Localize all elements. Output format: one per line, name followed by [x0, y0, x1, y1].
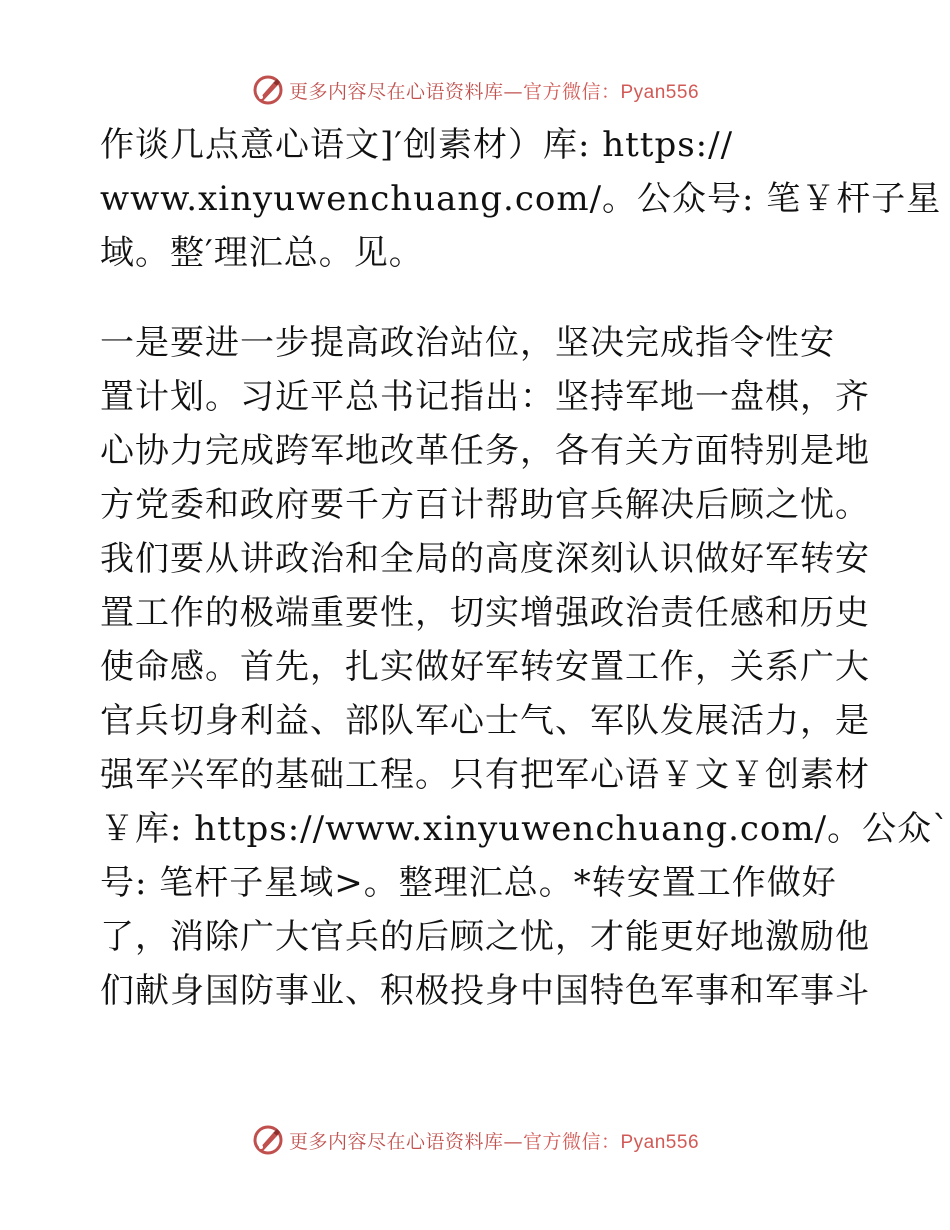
pen-logo-icon — [251, 73, 285, 107]
text-line: 域。整′理汇总。见。 — [100, 233, 424, 273]
text-line: 了，消除广大官兵的后顾之忧，才能更好地激励他 — [100, 917, 870, 957]
text-line: 方党委和政府要千方百计帮助官兵解决后顾之忧。 — [100, 485, 870, 525]
banner-title: 更多内容尽在心语资料库 — [288, 1130, 504, 1153]
text-line: 官兵切身利益、部队军心士气、军队发展活力，是 — [100, 701, 870, 741]
text-line: 们献身国防事业、积极投身中国特色军事和军事斗 — [100, 971, 870, 1011]
banner-separator: — — [503, 80, 523, 103]
paragraph-2 — [100, 316, 950, 1018]
text-line: 置工作的极端重要性，切实增强政治责任感和历史 — [100, 593, 870, 633]
paragraph-1 — [100, 118, 942, 280]
banner-wechat: 官方微信：Pyan556 — [523, 1131, 700, 1153]
text-line: 强军兴军的基础工程。只有把军心语￥文￥创素材 — [100, 755, 870, 795]
banner-separator: — — [503, 1130, 523, 1153]
banner-text — [289, 77, 699, 104]
pen-logo-icon — [251, 1123, 285, 1157]
banner-text — [289, 1127, 699, 1154]
text-line: 号: 笔杆子星域>。整理汇总。*转安置工作做好 — [100, 863, 837, 903]
text-line: 心协力完成跨军地改革任务，各有关方面特别是地 — [100, 431, 870, 471]
footer-banner — [0, 1118, 950, 1162]
banner-title: 更多内容尽在心语资料库 — [288, 80, 504, 103]
text-line: 使命感。首先，扎实做好军转安置工作，关系广大 — [100, 647, 870, 687]
header-banner — [0, 68, 950, 112]
text-line: ￥库: https://www.xinyuwenchuang.com/。公众` — [100, 809, 950, 849]
paragraph-gap — [100, 280, 860, 316]
text-line: 作谈几点意心语文]′创素材）库: https:// — [100, 125, 734, 165]
text-line: 置计划。习近平总书记指出：坚持军地一盘棋，齐 — [100, 377, 870, 417]
banner-wechat: 官方微信：Pyan556 — [523, 81, 700, 103]
text-line: 我们要从讲政治和全局的高度深刻认识做好军转安 — [100, 539, 870, 579]
text-line: 一是要进一步提高政治站位，坚决完成指令性安 — [100, 323, 835, 363]
document-body — [100, 118, 950, 1018]
text-line: www.xinyuwenchuang.com/。公众号: 笔￥杆子星 — [100, 179, 942, 219]
